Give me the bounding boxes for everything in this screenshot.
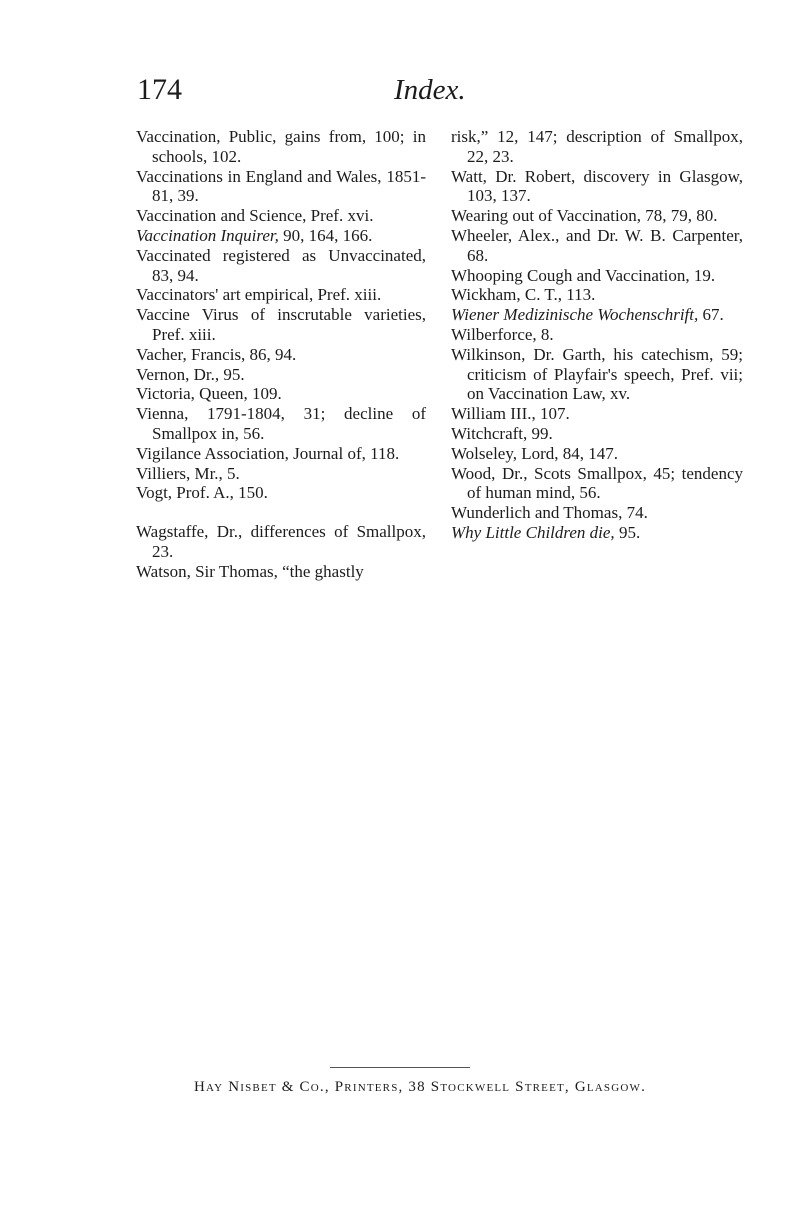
index-entry: Watt, Dr. Robert, discovery in Glasgow, 103, 137. (451, 166, 743, 206)
index-entry: risk,” 12, 147; description of Smallpox, 22, 23. (451, 127, 743, 166)
index-entry: Wunderlich and Thomas, 74. (451, 503, 648, 523)
index-entry: Vaccination, Public, gains from, 100; in schools, 102. (136, 127, 426, 166)
printer-imprint: Hay Nisbet & Co., Printers, 38 Stockwell Street, Glasgow. (193, 1079, 647, 1095)
index-entry: Wolseley, Lord, 84, 147. (451, 443, 619, 463)
index-entry: Villiers, Mr., 5. (136, 463, 240, 483)
imprint-divider (330, 1067, 470, 1068)
index-entry: Whooping Cough and Vaccination, 19. (451, 265, 716, 285)
index-entry: Wiener Medizinische Wochenschrift, 67. (451, 305, 724, 325)
index-entry: William III., 107. (451, 404, 570, 424)
index-entry: Vaccine Virus of inscrutable varieties, Pref. xiii. (136, 305, 426, 344)
page-number: 174 (137, 73, 182, 106)
index-entry: Watson, Sir Thomas, “the ghastly (136, 561, 364, 581)
index-entry: Vacher, Francis, 86, 94. (136, 344, 297, 364)
running-head (0, 72, 800, 112)
index-entry: Wagstaffe, Dr., differences of Smallpox, 23. (136, 522, 426, 561)
index-entry: Vernon, Dr., 95. (136, 364, 245, 384)
index-entry: Vaccinators' art empirical, Pref. xiii. (136, 285, 382, 305)
index-entry: Wilberforce, 8. (451, 324, 554, 344)
index-entry: Witchcraft, 99. (451, 423, 553, 443)
index-entry: Wheeler, Alex., and Dr. W. B. Carpenter, 68. (451, 225, 743, 265)
index-entry: Wearing out of Vaccination, 78, 79, 80. (451, 206, 718, 226)
index-column-left (136, 127, 426, 582)
page-title: Index. (394, 74, 466, 106)
index-entry: Wickham, C. T., 113. (451, 285, 596, 305)
index-entry: Victoria, Queen, 109. (136, 384, 282, 404)
index-entry: Vaccinations in England and Wales, 1851-81, 39. (136, 166, 426, 206)
index-entry: Vaccination Inquirer, 90, 164, 166. (136, 225, 373, 245)
index-entry: Vaccinated registered as Unvaccinated, 83, 94. (136, 245, 426, 285)
index-entry: Vigilance Association, Journal of, 118. (136, 443, 400, 463)
index-entry: Vaccination and Science, Pref. xvi. (136, 206, 374, 226)
index-entry: Vogt, Prof. A., 150. (136, 483, 268, 503)
index-entry: Wood, Dr., Scots Smallpox, 45; tendency of human mind, 56. (451, 463, 743, 503)
index-entry: Wilkinson, Dr. Garth, his catechism, 59; criticism of Playfair's speech, Pref. vii; on Vaccination Law, xv. (451, 344, 743, 404)
index-entry: Vienna, 1791-1804, 31; decline of Smallpox in, 56. (136, 404, 426, 443)
index-column-right (451, 127, 743, 543)
index-entry: Why Little Children die, 95. (451, 522, 641, 542)
